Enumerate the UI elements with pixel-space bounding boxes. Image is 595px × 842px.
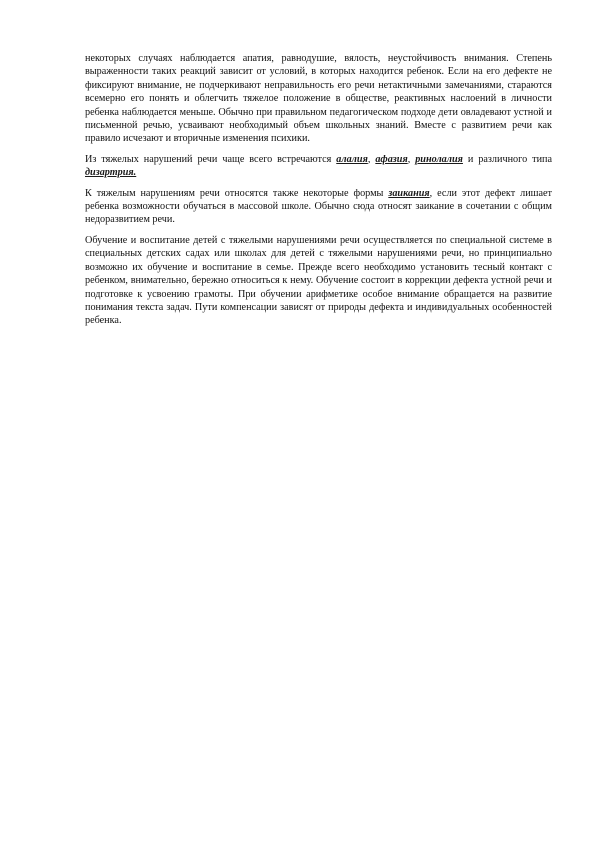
document-page — [85, 52, 552, 335]
term-link-alalia[interactable]: алалия — [336, 153, 368, 165]
text-run: К тяжелым нарушениям речи относятся также некоторые формы — [85, 187, 389, 199]
term-link-rhinolalia[interactable]: ринолалия — [415, 153, 463, 165]
text-run: Обучение и воспитание детей с тяжелыми нарушениями речи осуществляется по специальной системе в специальных детских садах или школах для детей с тяжелыми нарушениями речи, но принципиально возможно их обучение и воспитание в семье. Прежде всего необходимо установить тесный контакт с ребенком, внимательно, бережно относиться к нему. Обучение состоит в коррекции дефекта устной речи и подготовке к усвоению грамоты. При обучении арифметике особое внимание обращается на развитие понимания текста задач. Пути компенсации зависят от природы дефекта и индивидуальных особенностей ребенка. — [85, 234, 552, 327]
paragraph-4 — [85, 234, 552, 328]
text-run: Из тяжелых нарушений речи чаще всего встречаются — [85, 153, 337, 165]
term-link-stuttering[interactable]: заикания — [388, 187, 430, 199]
text-run: и различного типа — [462, 153, 552, 165]
term-link-aphasia[interactable]: афазия — [375, 153, 408, 165]
term-link-dysarthria[interactable]: дизартрия. — [85, 167, 137, 179]
text-run: , — [367, 153, 376, 165]
paragraph-3 — [85, 187, 552, 227]
text-run: , — [407, 153, 416, 165]
text-run: некоторых случаях наблюдается апатия, равнодушие, вялость, неустойчивость внимания. Степень выраженности таких реакций зависит от условий, в которых находится ребенок. Если на его дефекте не фиксируют внимание, не подчеркивают неправильность его речи нетактичными замечаниями, стараются всемерно его понять и облегчить тяжелое положение в обществе, реактивных наслоений в личности ребенка наблюдается меньше. Обычно при правильном педагогическом подходе дети овладевают устной и письменной речью, усваивают необходимый объем школьных знаний. Вместе с развитием речи как правило исчезают и вторичные изменения психики. — [85, 53, 552, 145]
text-run: , если этот дефект лишает ребенка возможности обучаться в массовой школе. Обычно сюда относят заикание в сочетании с общим недоразвитием речи. — [85, 187, 552, 226]
paragraph-1 — [85, 52, 552, 146]
paragraph-2 — [85, 153, 552, 180]
